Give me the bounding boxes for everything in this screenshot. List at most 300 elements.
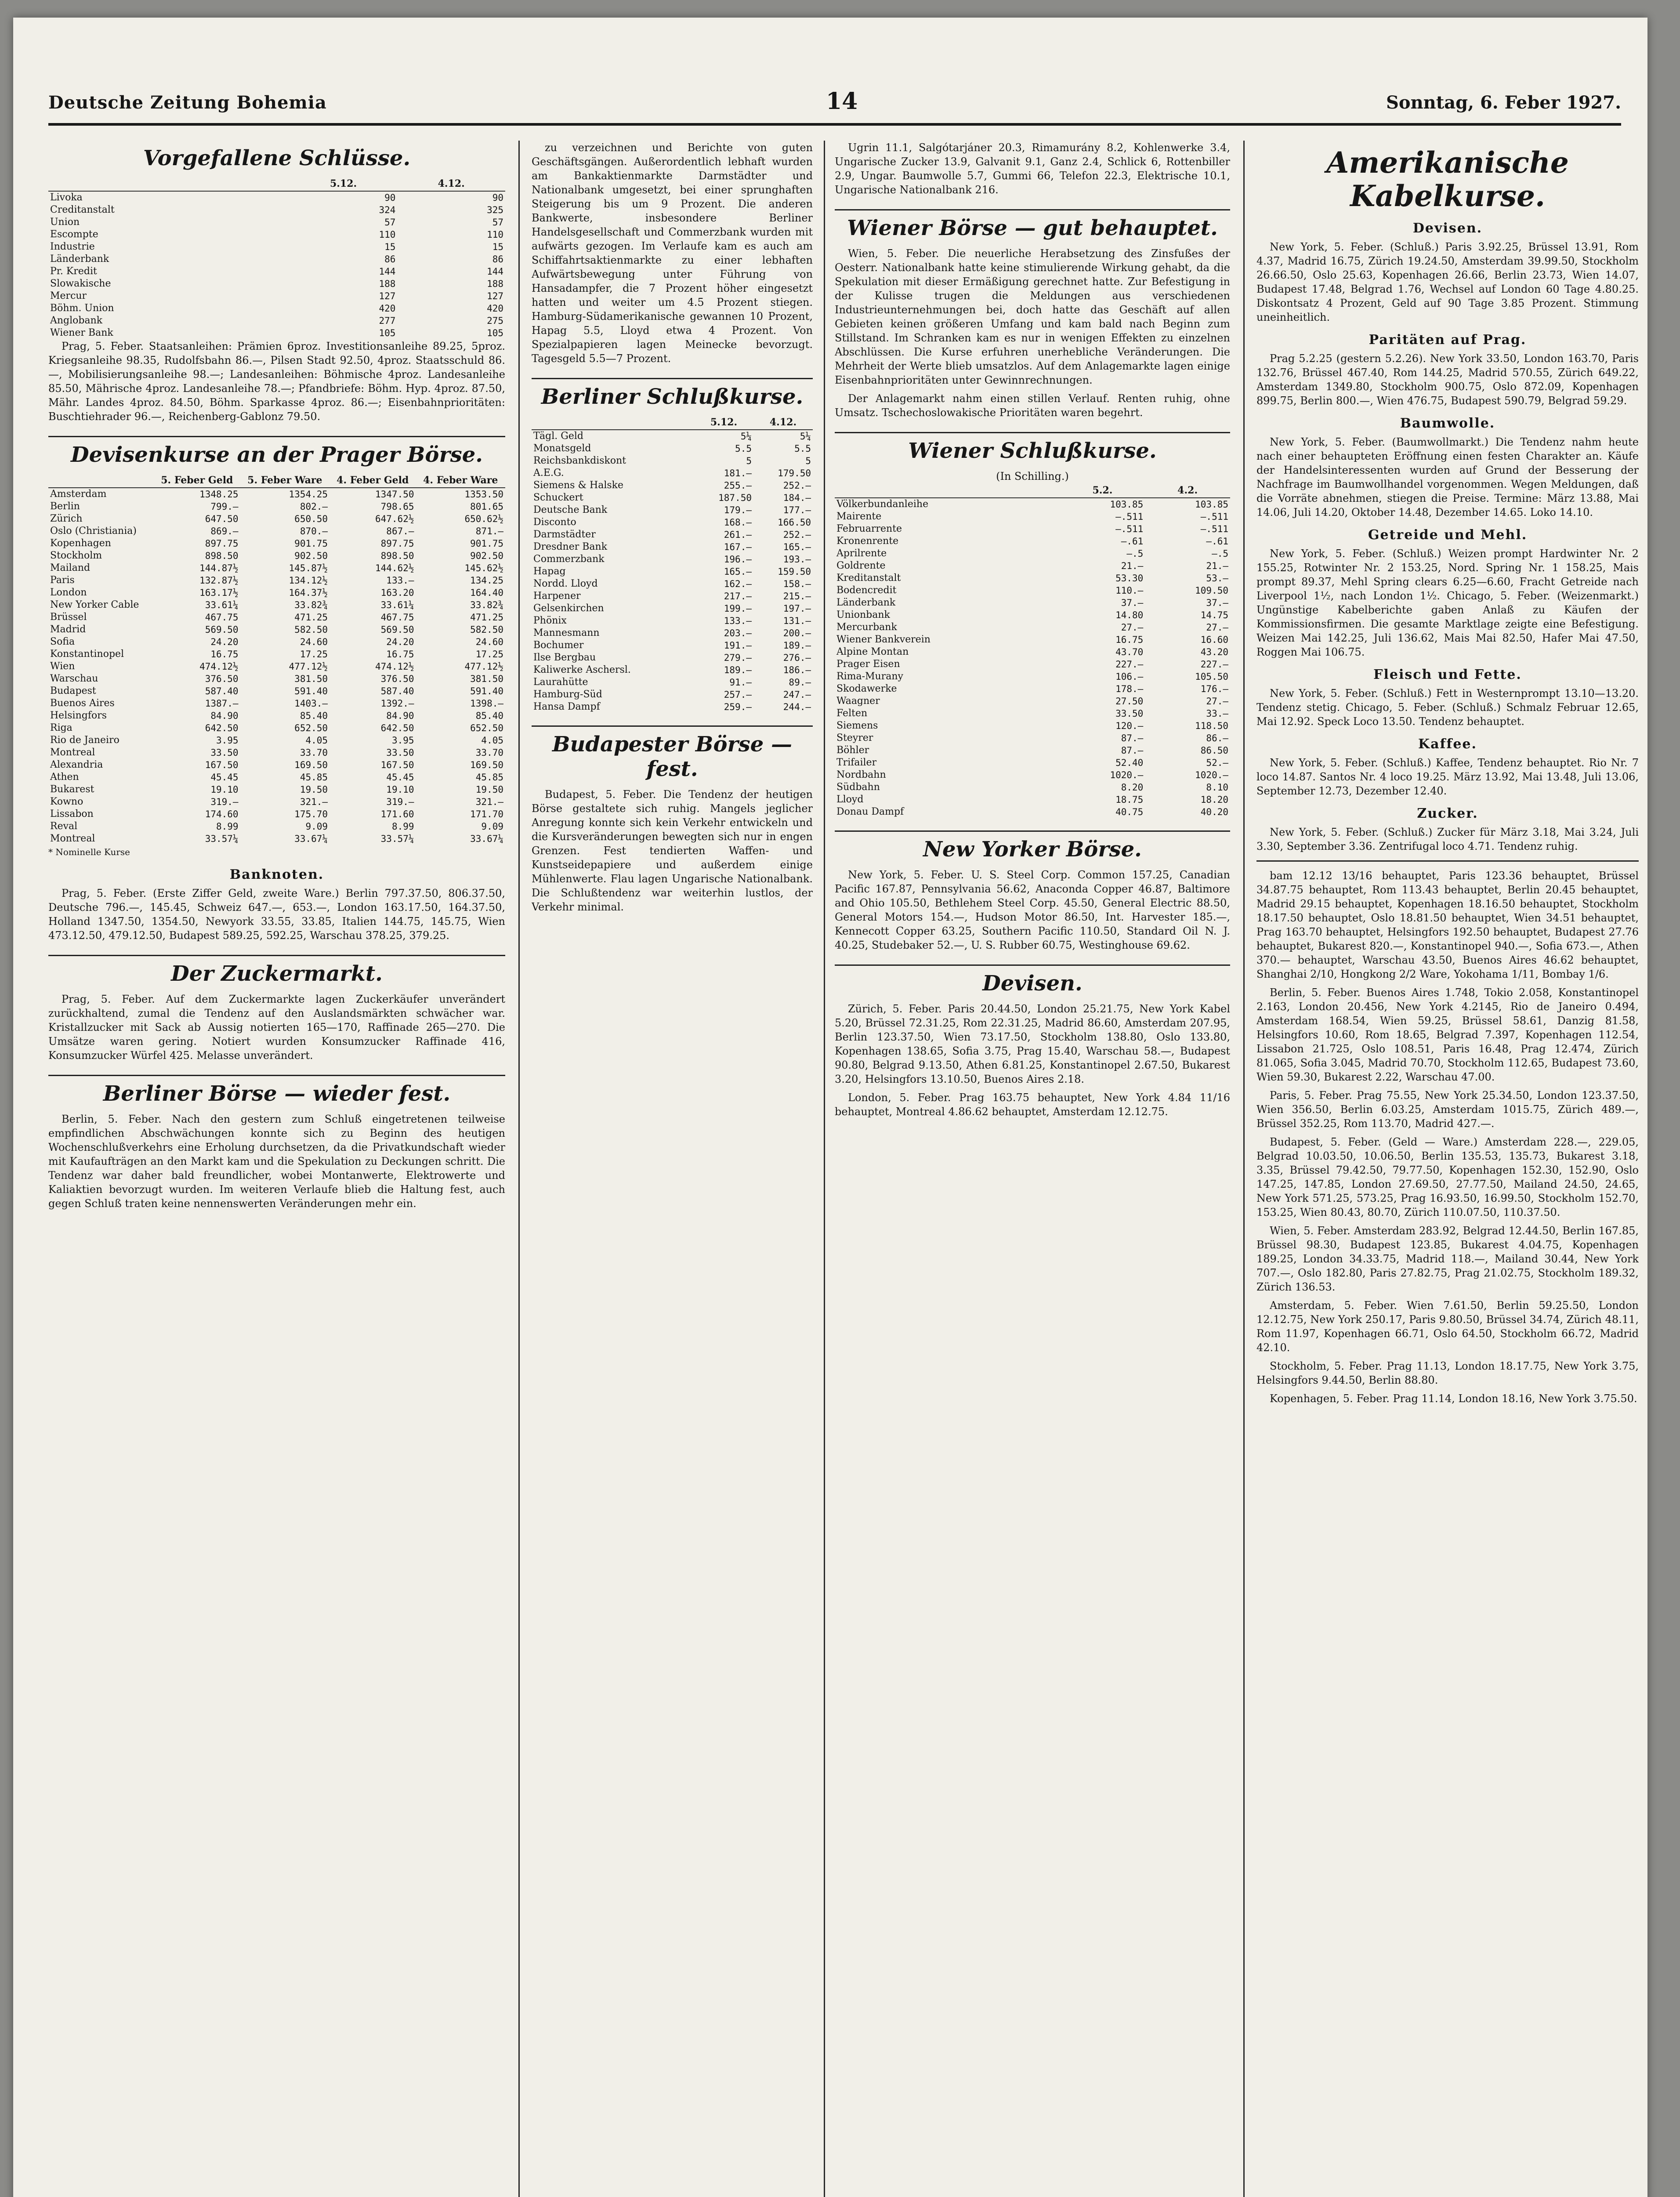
table-row [48, 500, 505, 513]
kopenhagen-rates-text: Kopenhagen, 5. Feber. Prag 11.14, London 18.16, New York 3.75.50. [1270, 1392, 1637, 1405]
row-label: Warschau [50, 673, 98, 684]
table-row [48, 808, 505, 820]
row-value: 252.— [783, 480, 811, 491]
row-value: 650.50 [294, 514, 328, 524]
row-value: 5 [805, 456, 811, 466]
table-row [532, 578, 813, 590]
paritaeten-title: Paritäten auf Prag. [1369, 332, 1527, 348]
row-label: Nordd. Lloyd [533, 578, 598, 589]
head-cell: 4. Feber Ware [416, 473, 505, 488]
row-value: 158.— [783, 579, 811, 589]
budapester-boerse-text: Budapest, 5. Feber. Die Tendenz der heutigen Börse gestaltete sich ruhig. Mangels jeglicher Anregung konnte sich kein Verkehr entwickeln und die Kursveränderungen bewegten sich nur in engen Grenzen. Fest tendierten Waffen- und Kunstseidepapiere und außerdem einige Mühlenwerte. Flau lagen Ungarische Nationalbank. Die Schlußtendenz war weiterhin lustlos, der Verkehr minimal. [532, 788, 813, 913]
table-row [48, 253, 505, 265]
row-value: 9.09 [481, 821, 503, 832]
row-value: 319.— [210, 797, 239, 807]
table-row [835, 634, 1230, 646]
row-value: 8.99 [391, 821, 414, 832]
row-label: Schuckert [533, 492, 583, 503]
devisen-table [48, 473, 505, 845]
row-value: 166.50 [778, 517, 811, 528]
table-row [835, 523, 1230, 535]
row-value: 109.50 [1195, 585, 1228, 596]
row-value: 179.— [724, 505, 752, 515]
row-value: 174.60 [205, 809, 239, 819]
row-value: 898.50 [380, 551, 414, 561]
row-label: Kopenhagen [50, 538, 111, 549]
row-value: 587.40 [380, 686, 414, 696]
row-value: —.5 [1212, 548, 1228, 559]
row-value: 420 [487, 303, 503, 314]
row-value: 200.— [783, 628, 811, 638]
row-label: Kaliwerke Aschersl. [533, 664, 631, 675]
row-value: 647.62½ [375, 514, 414, 524]
row-value: 33.50 [386, 747, 414, 758]
newyorker-boerse-text: New York, 5. Feber. U. S. Steel Corp. Common 157.25, Canadian Pacific 167.87, Pennsylvania 56.62, Anaconda Copper 46.87, Baltimore and Ohio 105.50, Bethlehem Steel Corp. 45.50, General Electric 88.50, General Motors 154.—, Hudson Motor 86.50, Int. Harvester 185.—, Kennecott Copper 63.25, Southern Pacific 110.50, Standard Oil N. J. 40.25, Studebaker 52.—, U. S. Rubber 60.75, Westinghouse 69.62. [835, 869, 1230, 951]
row-value: 43.70 [1115, 647, 1144, 657]
row-label: New Yorker Cable [50, 599, 139, 610]
row-value: 15 [384, 242, 396, 252]
row-value: 474.12½ [199, 661, 239, 672]
row-value: 19.10 [386, 784, 414, 795]
row-value: 176.— [1200, 684, 1228, 694]
table-row [48, 228, 505, 241]
fleisch-title: Fleisch und Fette. [1373, 667, 1522, 682]
row-value: 870.— [300, 526, 328, 537]
row-value: 16.75 [386, 649, 414, 660]
row-value: 86 [492, 254, 503, 265]
row-label: Felten [836, 708, 868, 719]
table-row [835, 781, 1230, 794]
row-label: Sofia [50, 636, 75, 647]
row-label: Laurahütte [533, 677, 588, 688]
row-value: 27.50 [1115, 696, 1144, 707]
head-cell: 5. Feber Geld [154, 473, 240, 488]
ny-devisen-text: New York, 5. Feber. (Schluß.) Paris 3.92.25, Brüssel 13.91, Rom 4.37, Madrid 16.75, Zürich 19.24.50, Amsterdam 39.99.50, Stockholm 26.66.50, Oslo 25.63, Kopenhagen 26.66, Berlin 23.73, Wien 14.07, Budapest 17.48, Belgrad 1.76, Wechsel auf London 60 Tage 4.80.25. Diskontsatz 4 Prozent, Geld auf 90 Tage 3.85 Prozent. Stimmung uneinheitlich. [1256, 241, 1639, 323]
row-value: 91.— [729, 677, 752, 688]
row-value: 798.65 [380, 501, 414, 512]
table-row [835, 671, 1230, 683]
row-label: Disconto [533, 517, 576, 528]
row-label: Rima-Murany [836, 671, 903, 682]
berliner-schluss-table [532, 415, 813, 713]
row-value: 217.— [724, 591, 752, 602]
head-cell: 5. Feber Ware [240, 473, 329, 488]
row-value: 1353.50 [464, 489, 503, 500]
row-value: 37.— [1121, 598, 1144, 608]
banknoten-title: Banknoten. [229, 867, 324, 882]
row-value: 252.— [783, 529, 811, 540]
berliner-schlusskurse-title: Berliner Schlußkurse. [532, 378, 813, 409]
table-row [835, 757, 1230, 769]
row-value: 381.50 [470, 674, 503, 684]
devisen-title: Devisen. [835, 964, 1230, 996]
wiener-boerse-text: Wien, 5. Feber. Die neuerliche Herabsetzung des Zinsfußes der Oesterr. Nationalbank hatte keine stimulierende Wirkung gehabt, da die Spekulation mit dieser Ermäßigung gerechnet hatte. Zur Befestigung in der Kulisse trugen die Meldungen aus verschiedenen Industrieunternehmungen bei, doch hatte das Geschäft auf allen Gebieten keinen größeren Umfang und kam bald nach Beginn zum Stillstand. Im Schranken kam es nur in wenigen Effekten zu einzelnen Abschlüssen. Die Kurse erfuhren unerhebliche Veränderungen. Die Mehrheit der Werte blieb umsatzlos. Auf dem Anlagemarkte lagen einige Eisenbahnprioritäten unter Gewinnrechnungen. [835, 247, 1230, 386]
row-value: 420 [379, 303, 396, 314]
divider [1256, 860, 1639, 862]
table-row [48, 191, 505, 204]
kaffee-text: New York, 5. Feber. (Schluß.) Kaffee, Tendenz behauptet. Rio Nr. 7 loco 14.87. Santos Nr. 4 loco 19.25. März 13.92, Mai 13.48, Juli 13.06, September 12.73, Dezember 12.40. [1256, 757, 1639, 797]
row-value: 33.82¾ [470, 600, 503, 610]
row-value: 18.20 [1200, 794, 1228, 805]
getreide-title: Getreide und Mehl. [1368, 527, 1528, 543]
row-label: Mercurbank [836, 622, 897, 633]
row-value: 188 [379, 279, 396, 289]
newyorker-boerse-title: New Yorker Börse. [835, 830, 1230, 862]
budapest-courses-text: Ugrin 11.1, Salgótarjáner 20.3, Rimamurány 8.2, Kohlenwerke 3.4, Ungarische Zucker 13.9, Galvanit 9.1, Ganz 2.4, Schlick 6, Rottenbiller 2.9, Ungar. Baumwolle 5.7, Gummi 66, Telefon 22.3, Elektrische 10.1, Ungarische Nationalbank 216. [835, 141, 1230, 196]
row-value: 164.37½ [289, 587, 328, 598]
row-label: Donau Dampf [836, 806, 904, 817]
row-value: 801.65 [470, 501, 503, 512]
row-value: 120.— [1115, 721, 1144, 731]
row-label: Rio de Janeiro [50, 735, 119, 746]
row-value: 14.80 [1115, 610, 1144, 620]
row-value: 24.20 [386, 637, 414, 647]
row-label: Phönix [533, 615, 567, 626]
row-value: 4.05 [481, 735, 503, 746]
table-row [532, 664, 813, 676]
row-value: 324 [379, 205, 396, 215]
row-value: 53.— [1206, 573, 1228, 584]
table-row [48, 820, 505, 833]
staatsanleihen-text: Prag, 5. Feber. Staatsanleihen: Prämien 6proz. Investitionsanleihe 89.25, 5proz. Kriegsanleihe 98.35, Rudolfsbahn 86.—, Pilsen Stadt 92.50, 4proz. Staatsschuld 86.—, Mobilisierungsanleihe 98.—; Landesanleihen: Böhmische 4proz. Landesanleihe 85.50, Mährische 4proz. Landesanleihe 78.—; Pfandbriefe: Böhm. Hyp. 4proz. 87.50, Mähr. Landes 4proz. 84.50, Böhm. Sparkasse 4proz. 86.—; Eisenbahnprioritäten: Buschtiehrader 96.—, Reichenberg-Gablonz 79.50. [48, 340, 505, 423]
table-row [835, 744, 1230, 757]
row-value: 582.50 [294, 624, 328, 635]
table-row [532, 566, 813, 578]
table-row [48, 697, 505, 710]
paper-name: Deutsche Zeitung Bohemia [48, 92, 327, 113]
row-value: 159.50 [778, 566, 811, 577]
table-row [835, 511, 1230, 523]
row-label: Hamburg-Süd [533, 689, 602, 700]
row-label: Paris [50, 575, 75, 586]
row-label: Kronenrente [836, 536, 899, 547]
row-value: 189.— [724, 665, 752, 675]
table-row [48, 241, 505, 253]
table-row [48, 747, 505, 759]
row-value: 1347.50 [375, 489, 414, 500]
row-value: 227.— [1115, 659, 1144, 670]
row-value: 24.60 [300, 637, 328, 647]
devisen-zuerich-text: Zürich, 5. Feber. Paris 20.44.50, London 25.21.75, New York Kabel 5.20, Brüssel 72.31.25, Rom 22.31.25, Madrid 86.60, Amsterdam 207.95, Berlin 123.37.50, Wien 73.17.50, Stockholm 138.80, Oslo 133.80, Kopenhagen 138.65, Sofia 3.75, Prag 15.40, Warschau 58.—, Budapest 90.80, Belgrad 9.13.50, Athen 6.81.25, Konstantinopel 2.67.50, Bukarest 3.20, Helsingfors 13.10.50, Buenos Aires 2.18. [835, 1003, 1230, 1085]
table-row [48, 624, 505, 636]
table-row [835, 658, 1230, 671]
column-rule [1243, 141, 1245, 2197]
newspaper-page [13, 18, 1647, 2197]
row-label: Böhm. Union [50, 303, 114, 314]
stockholm-rates-text: Stockholm, 5. Feber. Prag 11.13, London 18.17.75, New York 3.75, Helsingfors 9.44.50, Berlin 88.80. [1256, 1360, 1639, 1386]
table-row [48, 513, 505, 525]
head-cell: 4. Feber Geld [329, 473, 416, 488]
row-value: 14.75 [1200, 610, 1228, 620]
row-value: 189.— [783, 640, 811, 651]
row-value: 1398.— [470, 698, 503, 709]
row-value: 3.95 [391, 735, 414, 746]
row-value: 40.20 [1200, 807, 1228, 817]
row-label: Madrid [50, 624, 86, 635]
row-label: Kowno [50, 796, 83, 807]
row-value: —.61 [1206, 536, 1228, 547]
row-value: 471.25 [294, 612, 328, 623]
row-value: 27.— [1206, 696, 1228, 707]
table-row [835, 609, 1230, 621]
table-row [48, 216, 505, 228]
row-value: 19.50 [300, 784, 328, 795]
row-label: Darmstädter [533, 529, 596, 540]
table-row [48, 537, 505, 550]
berliner-boerse-title: Berliner Börse — wieder fest. [48, 1075, 505, 1106]
amsterdam-rates-text: Amsterdam, 5. Feber. Wien 7.61.50, Berlin 59.25.50, London 12.12.75, New York 250.17, Paris 9.80.50, Brüssel 34.74, Zürich 48.11, Rom 11.97, Kopenhagen 66.71, Oslo 64.50, Stockholm 66.72, Madrid 42.10. [1256, 1299, 1639, 1354]
row-value: 261.— [724, 529, 752, 540]
row-value: 87.— [1121, 745, 1144, 756]
row-value: 33.70 [475, 747, 503, 758]
wiener-boerse-text-2: Der Anlagemarkt nahm einen stillen Verlauf. Renten ruhig, ohne Umsatz. Tschechoslowakische Prioritäten waren begehrt. [835, 392, 1230, 419]
row-value: 196.— [724, 554, 752, 565]
table-row [48, 710, 505, 722]
date-col: 5.12. [290, 177, 398, 191]
row-label: Dresdner Bank [533, 541, 608, 552]
row-value: 163.17½ [199, 587, 239, 598]
table-row [835, 498, 1230, 511]
column-4 [1256, 141, 1639, 2197]
row-value: 587.40 [205, 686, 239, 696]
row-label: Länderbank [50, 254, 109, 265]
row-value: 901.75 [470, 538, 503, 549]
row-value: 45.45 [386, 772, 414, 783]
row-label: Berlin [50, 501, 80, 512]
row-value: 897.75 [205, 538, 239, 549]
table-row [48, 759, 505, 771]
row-label: Böhler [836, 745, 869, 756]
row-value: 181.— [724, 468, 752, 479]
wien-schluss-table [48, 177, 505, 339]
table-row [532, 492, 813, 504]
row-value: 477.12½ [289, 661, 328, 672]
table-row [48, 587, 505, 599]
page-number: 14 [826, 88, 858, 115]
row-label: Wiener Bank [50, 327, 113, 338]
row-value: 33.50 [210, 747, 239, 758]
row-label: Hansa Dampf [533, 701, 600, 712]
row-value: 227.— [1200, 659, 1228, 670]
row-label: Februarrente [836, 523, 902, 534]
table-row [532, 430, 813, 442]
banknoten-text: Prag, 5. Feber. (Erste Ziffer Geld, zweite Ware.) Berlin 797.37.50, 806.37.50, Deutsche 796.—, 145.45, Schweiz 647.—, 653.—, London 163.17.50, 164.37.50, Holland 1347.50, 1354.50, Newyork 33.55, 33.85, Italien 144.75, 145.75, Wien 473.12.50, 479.12.50, Budapest 589.25, 592.25, Warschau 378.25, 379.25. [48, 887, 505, 942]
table-row [48, 265, 505, 278]
row-value: 277 [379, 315, 396, 326]
table-row [835, 683, 1230, 695]
row-label: Brüssel [50, 612, 87, 623]
row-label: Helsingfors [50, 710, 107, 721]
table-row [835, 806, 1230, 818]
head-cell [48, 473, 154, 488]
zuckermarkt-title: Der Zuckermarkt. [48, 955, 505, 986]
baumwolle-text: New York, 5. Feber. (Baumwollmarkt.) Die Tendenz nahm heute nach einer behaupteten Eröffnung einen festen Charakter an. Käufe der Handelsinteressenten wurden auf Grund der Besserung der Nachfrage im Baumwollhandel vorgenommen. Wegen Meldungen, daß die Vorräte abnehmen, stiegen die Preise. Termine: März 13.88, Mai 14.06, Juli 14.20, Oktober 14.48, Dezember 14.65. Loko 14.10. [1256, 436, 1639, 518]
row-label: Livoka [50, 192, 83, 203]
row-value: 376.50 [205, 674, 239, 684]
row-label: Bodencredit [836, 585, 897, 596]
row-value: 168.— [724, 517, 752, 528]
row-label: Zürich [50, 513, 83, 524]
row-value: 87.— [1121, 733, 1144, 743]
table-row [835, 560, 1230, 572]
row-value: 134.12½ [289, 575, 328, 586]
row-value: 1392.— [380, 698, 414, 709]
row-value: 24.20 [210, 637, 239, 647]
row-value: 1354.25 [289, 489, 328, 500]
issue-date: Sonntag, 6. Feber 1927. [1386, 92, 1621, 113]
table-row [532, 442, 813, 455]
row-value: 8.99 [216, 821, 239, 832]
row-value: 18.75 [1115, 794, 1144, 805]
wiener-schlusskurse-sub: (In Schilling.) [996, 470, 1069, 482]
table-row [532, 504, 813, 516]
table-row [835, 646, 1230, 658]
row-value: 110 [379, 229, 396, 240]
table-row [835, 584, 1230, 597]
row-value: 178.— [1115, 684, 1144, 694]
wiener-boerse-title: Wiener Börse — gut behauptet. [835, 209, 1230, 240]
row-value: 186.— [783, 665, 811, 675]
table-row [48, 302, 505, 315]
row-value: 105 [487, 328, 503, 338]
row-label: Mannesmann [533, 627, 600, 638]
row-label: Athen [50, 772, 79, 783]
table-row [532, 479, 813, 492]
row-label: Siemens [836, 720, 878, 731]
table-row [835, 695, 1230, 707]
row-value: 53.30 [1115, 573, 1144, 584]
table-row [532, 627, 813, 639]
row-label: Prager Eisen [836, 659, 900, 670]
masthead [48, 83, 1621, 126]
row-value: 591.40 [294, 686, 328, 696]
berliner-boerse-text: Berlin, 5. Feber. Nach den gestern zum Schluß eingetretenen teilweise empfindlichen Abschwächungen konnte sich zu Beginn des heutigen Wochenschlußverkehrs eine Erholung durchsetzen, da die Privatkundschaft wieder mit Kaufaufträgen an den Markt kam und die Spekulation zu Deckungen schritt. Die Tendenz war daher bald freundlicher, wobei Montanwerte, Elektrowerte und Kaliaktien bevorzugt wurden. Im weiteren Verlaufe blieb die Haltung fest, auch gegen Schluß traten keine nennenswerten Veränderungen mehr ein. [48, 1113, 505, 1210]
table-row [835, 720, 1230, 732]
devisen-london-text: London, 5. Feber. Prag 163.75 behauptet, New York 4.84 11/16 behauptet, Montreal 4.86.62 behauptet, Amsterdam 12.12.75. [835, 1091, 1230, 1118]
row-label: Waagner [836, 696, 880, 707]
budapester-boerse-title: Budapester Börse — fest. [532, 725, 813, 781]
row-value: 582.50 [470, 624, 503, 635]
row-value: 85.40 [475, 711, 503, 721]
row-label: Oslo (Christiania) [50, 526, 137, 537]
date-col: 5.2. [1060, 483, 1145, 498]
row-label: London [50, 587, 87, 598]
row-value: 133.— [386, 575, 414, 586]
table-row [532, 652, 813, 664]
row-value: 381.50 [294, 674, 328, 684]
row-label: Commerzbank [533, 554, 605, 565]
row-label: Bukarest [50, 784, 94, 795]
row-value: 144 [379, 266, 396, 277]
row-value: 179.50 [778, 468, 811, 479]
row-value: 5 [746, 456, 752, 466]
row-value: 33.57¼ [205, 834, 239, 844]
column-3 [835, 141, 1230, 2197]
row-value: 652.50 [470, 723, 503, 733]
table-row [48, 488, 505, 500]
row-value: 4.05 [305, 735, 328, 746]
row-value: 474.12½ [375, 661, 414, 672]
row-label: Pr. Kredit [50, 266, 97, 277]
row-value: 127 [379, 291, 396, 301]
row-value: 165.— [783, 542, 811, 552]
row-value: —.511 [1115, 524, 1144, 534]
london-rates-text: bam 12.12 13/16 behauptet, Paris 123.36 behauptet, Brüssel 34.87.75 behauptet, Rom 113.43 behauptet, Berlin 20.45 behauptet, Madrid 29.15 behauptet, Kopenhagen 18.16.50 behauptet, Stockholm 18.17.50 behauptet, Oslo 18.81.50 behauptet, Wien 34.51 behauptet, Prag 163.70 behauptet, Helsingfors 192.50 behauptet, Budapest 27.76 behauptet, Bukarest 820.—, Konstantinopel 940.—, Sofia 673.—, Athen 370.— behauptet, Warschau 43.50, Buenos Aires 46.62 behauptet, Shanghai 2/10, Hongkong 2/2 Ware, Yokohama 1/11, Bombay 1/6. [1256, 870, 1639, 980]
table-row [48, 204, 505, 216]
paritaeten-text: Prag 5.2.25 (gestern 5.2.26). New York 33.50, London 163.70, Paris 132.76, Brüssel 467.40, Rom 144.25, Madrid 570.55, Zürich 649.22, Amsterdam 1349.80, Stockholm 900.75, Oslo 872.09, Kopenhagen 899.75, Berlin 800.—, Wien 476.75, Budapest 590.79, Belgrad 59.29. [1256, 352, 1639, 407]
row-value: 244.— [783, 702, 811, 712]
table-row [48, 833, 505, 845]
row-value: 19.50 [475, 784, 503, 795]
row-value: 118.50 [1195, 721, 1228, 731]
row-value: 191.— [724, 640, 752, 651]
row-value: 257.— [724, 689, 752, 700]
row-value: —.511 [1200, 511, 1228, 522]
row-value: 33.61¼ [205, 600, 239, 610]
row-value: 8.20 [1121, 782, 1144, 793]
row-value: 898.50 [205, 551, 239, 561]
row-label: Reval [50, 821, 78, 832]
row-label: Bochumer [533, 640, 584, 651]
row-value: 642.50 [205, 723, 239, 733]
row-value: 134.25 [470, 575, 503, 586]
row-label: Nordbahn [836, 769, 886, 780]
row-label: Skodawerke [836, 683, 897, 694]
row-value: 145.62½ [464, 563, 503, 573]
row-value: 167.50 [380, 760, 414, 770]
row-label: Ilse Bergbau [533, 652, 596, 663]
row-value: 84.90 [210, 711, 239, 721]
row-value: 5¼ [800, 431, 811, 442]
row-value: —.5 [1126, 548, 1144, 559]
row-label: Goldrente [836, 560, 886, 571]
date-col: 5.12. [694, 415, 753, 430]
row-value: 33.50 [1115, 708, 1144, 719]
row-value: 647.50 [205, 514, 239, 524]
row-value: 110 [487, 229, 503, 240]
row-value: 45.85 [475, 772, 503, 783]
table-row [48, 290, 505, 302]
date-col: 4.2. [1145, 483, 1230, 498]
date-col: 4.12. [397, 177, 505, 191]
row-value: 105.50 [1195, 671, 1228, 682]
row-value: 33.— [1206, 708, 1228, 719]
row-label: Creditanstalt [50, 204, 115, 215]
row-label: Harpener [533, 591, 581, 602]
row-value: 467.75 [380, 612, 414, 623]
row-value: 86 [384, 254, 396, 265]
row-value: 902.50 [294, 551, 328, 561]
row-label: Montreal [50, 747, 95, 758]
row-value: 57 [384, 217, 396, 228]
row-value: —.511 [1115, 511, 1144, 522]
table-row [532, 553, 813, 566]
row-value: 9.09 [305, 821, 328, 832]
row-label: Völkerbundanleihe [836, 499, 929, 510]
fleisch-text: New York, 5. Feber. (Schluß.) Fett in Westernprompt 13.10—13.20. Tendenz stetig. Chicago, 5. Feber. (Schluß.) Schmalz Februar 12.65, Mai 12.92. Speck Loco 13.50. Tendenz behauptet. [1256, 687, 1639, 728]
row-value: 276.— [783, 653, 811, 663]
row-value: 215.— [783, 591, 811, 602]
row-value: 259.— [724, 702, 752, 712]
row-value: 187.50 [718, 493, 752, 503]
table-row [835, 597, 1230, 609]
row-value: 17.25 [475, 649, 503, 660]
row-value: 871.— [475, 526, 503, 537]
row-value: 86.— [1206, 733, 1228, 743]
row-value: 869.— [210, 526, 239, 537]
row-label: Riga [50, 722, 72, 733]
getreide-text: New York, 5. Feber. (Schluß.) Weizen prompt Hardwinter Nr. 2 155.25, Rotwinter Nr. 2 153.25, Nord. Spring Nr. 1 158.25, Mais prompt 89.37, Mehl Spring clears 6.25—6.60, Fracht Getreide nach Liverpool 1½, nach London 1½. Chicago, 5. Feber. (Weizenmarkt.) Ungünstige Kabelberichte gaben Anlaß zu Käufen der Kommissionsfirmen. Die gesamte Marktlage zeigte eine Befestigung. Weizen Mai 142.25, Juli 136.62, Mais Mai 82.50, Hafer Mai 47.50, Roggen Mai 106.75. [1256, 547, 1639, 658]
